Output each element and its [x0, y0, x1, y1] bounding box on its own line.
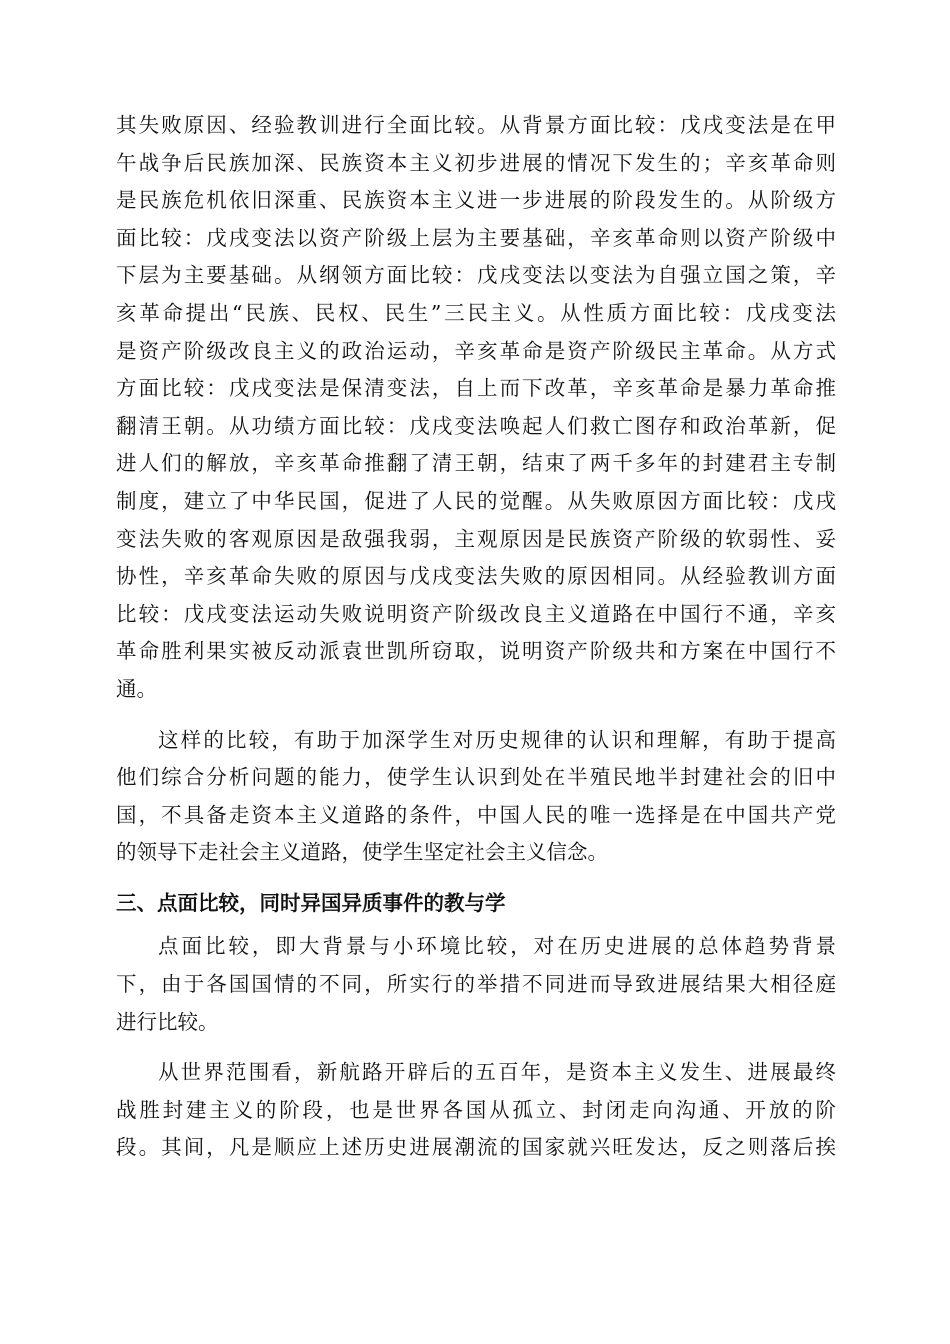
paragraph-comparison-details	[116, 107, 836, 709]
document-page	[116, 107, 836, 1167]
text-line: 通。	[116, 676, 157, 701]
text-line: 下，由于各国国情的不同，所实行的举措不同进而导致进展结果大相径庭	[116, 972, 836, 997]
text-line: 亥革命提出“民族、民权、民生”三民主义。从性质方面比较：戊戌变法	[116, 300, 836, 325]
text-line: 面比较：戊戌变法以资产阶级上层为主要基础，辛亥革命则以资产阶级中	[116, 225, 836, 250]
text-line: 方面比较：戊戌变法是保清变法，自上而下改革，辛亥革命是暴力革命推	[116, 376, 836, 401]
text-line: 协性，辛亥革命失败的原因与戊戌变法失败的原因相同。从经验教训方面	[116, 564, 836, 589]
text-line: 制度，建立了中华民国，促进了人民的觉醒。从失败原因方面比较：戊戌	[116, 488, 836, 513]
text-line: 从世界范围看，新航路开辟后的五百年，是资本主义发生、进展最终	[158, 1060, 836, 1085]
text-line: 进人们的解放，辛亥革命推翻了清王朝，结束了两千多年的封建君主专制	[116, 451, 836, 476]
section-heading: 三、点面比较，同时异国异质事件的教与学	[116, 890, 506, 915]
text-line: 这样的比较，有助于加深学生对历史规律的认识和理解，有助于提高	[158, 727, 836, 752]
text-line: 是资产阶级改良主义的政治运动，辛亥革命是资产阶级民主革命。从方式	[116, 338, 836, 363]
text-line: 革命胜利果实被反动派袁世凯所窃取，说明资产阶级共和方案在中国行不	[116, 639, 836, 664]
paragraph-point-surface-definition	[116, 928, 836, 1041]
text-line: 变法失败的客观原因是敌强我弱，主观原因是民族资产阶级的软弱性、妥	[116, 526, 836, 551]
text-line: 下层为主要基础。从纲领方面比较：戊戌变法以变法为自强立国之策，辛	[116, 263, 836, 288]
text-line: 进行比较。	[116, 1009, 219, 1034]
text-line: 段。其间，凡是顺应上述历史进展潮流的国家就兴旺发达，反之则落后挨	[116, 1135, 836, 1160]
text-line: 其失败原因、经验教训进行全面比较。从背景方面比较：戊戌变法是在甲	[116, 113, 836, 137]
text-line: 点面比较，即大背景与小环境比较，对在历史进展的总体趋势背景	[158, 934, 836, 959]
paragraph-world-scope	[116, 1054, 836, 1167]
text-line: 翻清王朝。从功绩方面比较：戊戌变法唤起人们救亡图存和政治革新，促	[116, 413, 836, 438]
text-line: 是民族危机依旧深重、民族资本主义进一步进展的阶段发生的。从阶级方	[116, 188, 836, 213]
paragraph-comparison-benefits	[116, 722, 836, 872]
text-line: 他们综合分析问题的能力，使学生认识到处在半殖民地半封建社会的旧中	[116, 765, 836, 790]
text-line: 比较：戊戌变法运动失败说明资产阶级改良主义道路在中国行不通，辛亥	[116, 601, 836, 626]
text-line: 国，不具备走资本主义道路的条件，中国人民的唯一选择是在中国共产党	[116, 802, 836, 827]
text-line: 战胜封建主义的阶段，也是世界各国从孤立、封闭走向沟通、开放的阶	[116, 1097, 836, 1122]
text-line: 午战争后民族加深、民族资本主义初步进展的情况下发生的；辛亥革命则	[116, 150, 836, 175]
text-line: 的领导下走社会主义道路，使学生坚定社会主义信念。	[116, 840, 608, 865]
